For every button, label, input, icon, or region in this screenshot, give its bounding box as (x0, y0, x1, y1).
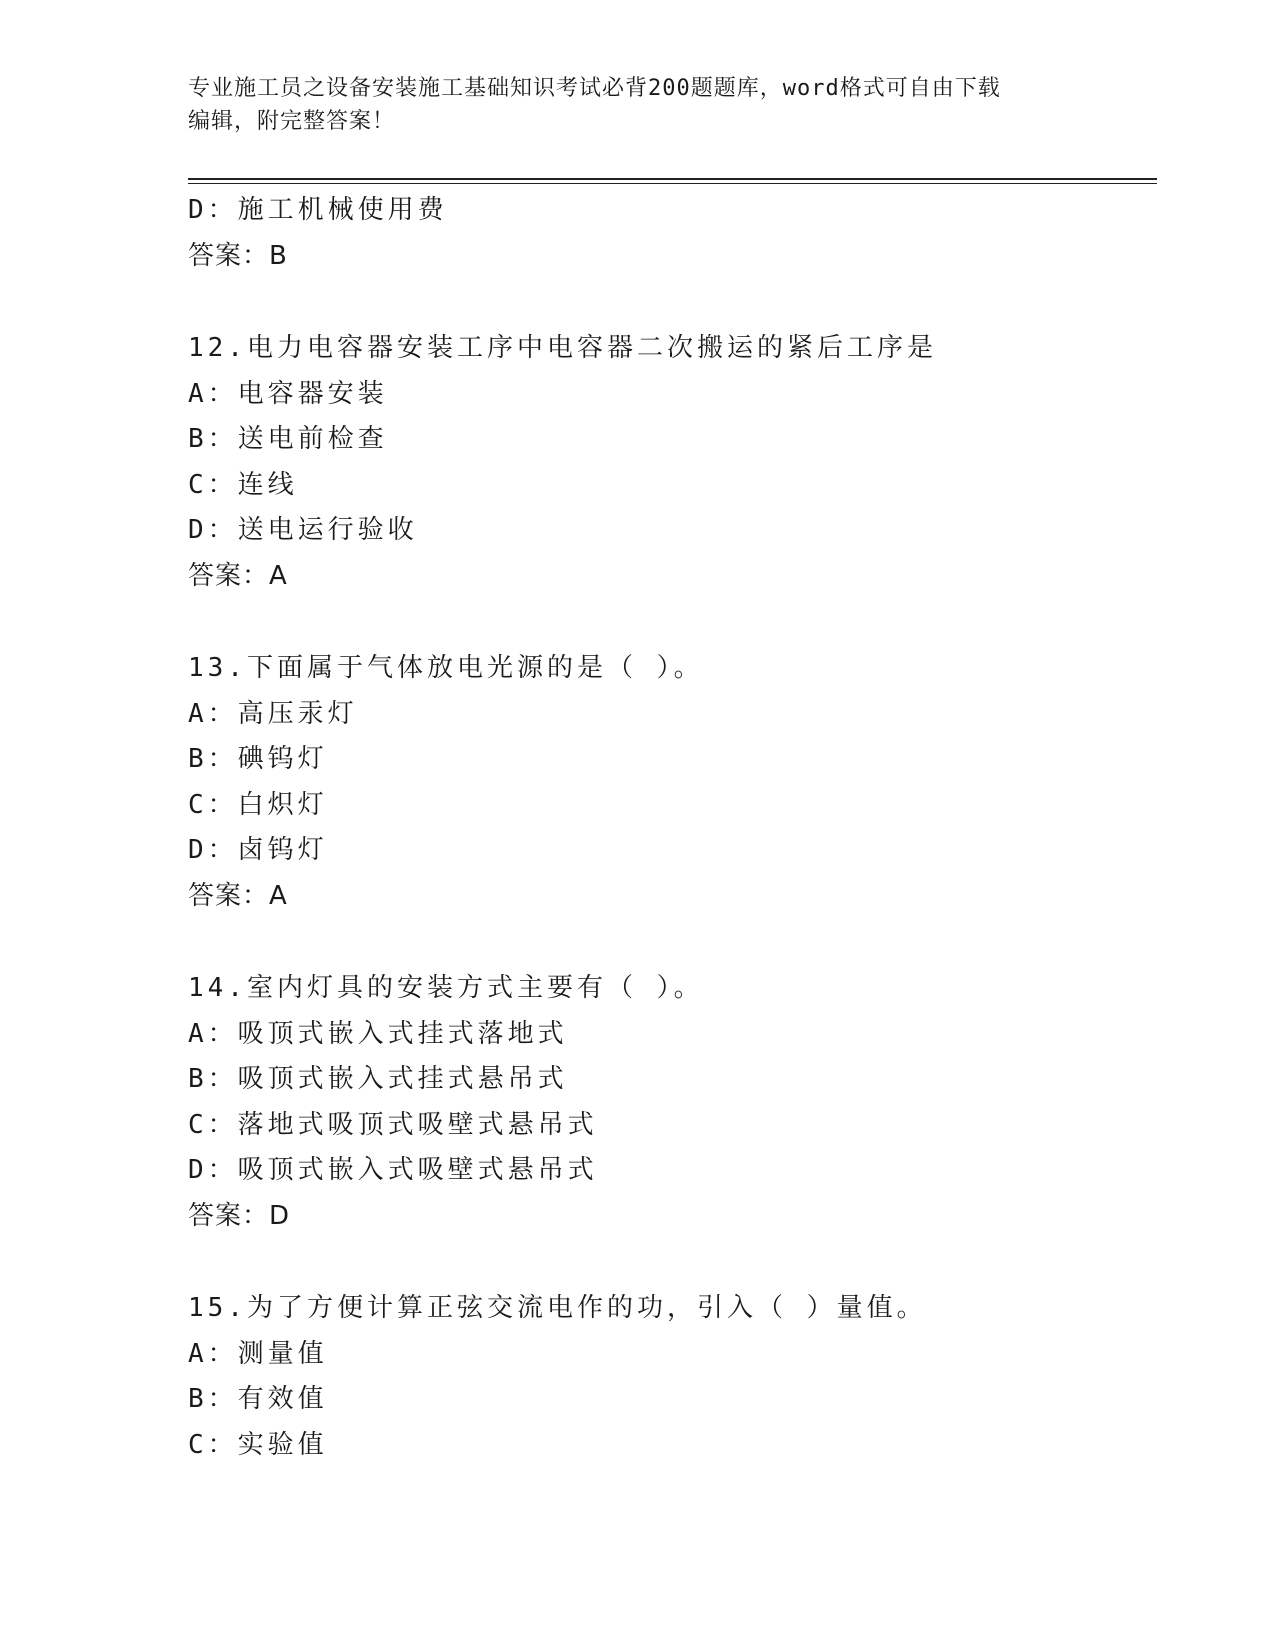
question-list (188, 188, 1157, 1468)
option-d: D：吸顶式嵌入式吸壁式悬吊式 (188, 1155, 598, 1185)
question-stem: 13.下面属于气体放电光源的是（ ）。 (188, 653, 704, 683)
option-a: A：高压汞灯 (188, 698, 358, 729)
question-14 (188, 966, 1157, 1239)
question-stem: 14.室内灯具的安装方式主要有（ ）。 (188, 973, 704, 1003)
option-a: A：电容器安装 (188, 378, 388, 409)
option-c: C：实验值 (188, 1429, 328, 1460)
question-stem: 12.电力电容器安装工序中电容器二次搬运的紧后工序是 (188, 333, 937, 363)
spacer (188, 919, 1157, 966)
answer-line: 答案：B (188, 240, 288, 271)
spacer (188, 279, 1157, 326)
header-line-1: 专业施工员之设备安装施工基础知识考试必背200题题库，word格式可自由下载 (188, 76, 1001, 101)
option-b: B：碘钨灯 (188, 744, 328, 774)
header-divider (188, 178, 1157, 184)
answer-line: 答案：A (188, 880, 288, 911)
option-c: C：白炽灯 (188, 789, 328, 820)
spacer (188, 1239, 1157, 1286)
document-header (188, 72, 1088, 138)
question-stem: 15.为了方便计算正弦交流电作的功，引入（ ）量值。 (188, 1293, 927, 1323)
option-d: D：送电运行验收 (188, 515, 418, 545)
header-line-2: 编辑，附完整答案！ (188, 109, 396, 134)
option-b: B：有效值 (188, 1384, 328, 1414)
answer-line: 答案：D (188, 1200, 291, 1231)
spacer (188, 599, 1157, 646)
option-d: D：卤钨灯 (188, 835, 328, 865)
question-13 (188, 646, 1157, 919)
option-b: B：吸顶式嵌入式挂式悬吊式 (188, 1064, 568, 1094)
option-b: B：送电前检查 (188, 424, 388, 454)
option-d: D：施工机械使用费 (188, 195, 448, 225)
answer-line: 答案：A (188, 560, 288, 591)
option-c: C：连线 (188, 469, 298, 500)
option-a: A：吸顶式嵌入式挂式落地式 (188, 1018, 568, 1049)
option-a: A：测量值 (188, 1338, 328, 1369)
option-c: C：落地式吸顶式吸壁式悬吊式 (188, 1109, 598, 1140)
question-12 (188, 326, 1157, 599)
question-15 (188, 1286, 1157, 1468)
